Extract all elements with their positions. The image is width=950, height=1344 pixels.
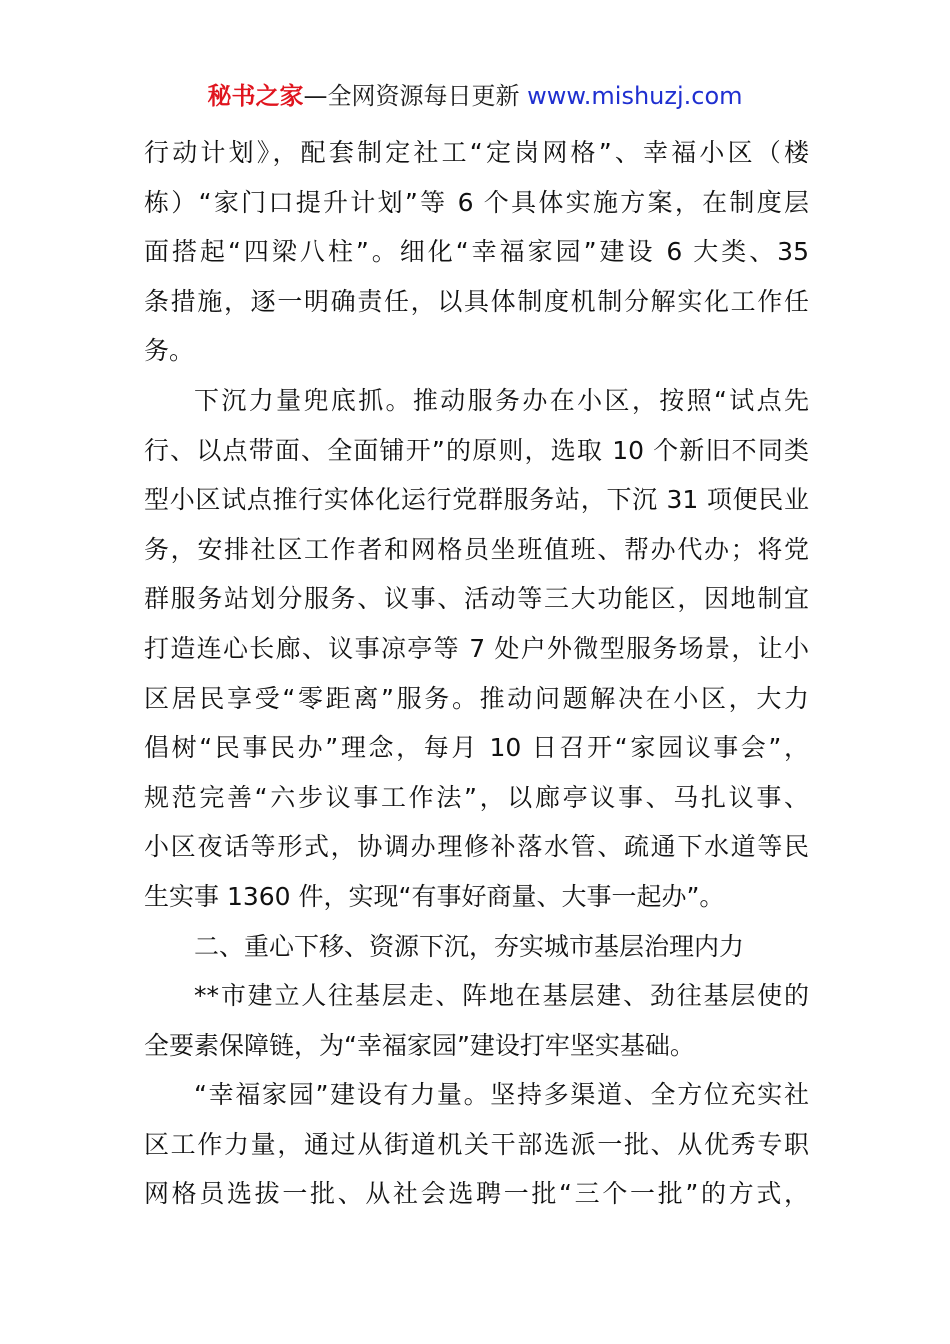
text-line: 行动计划》，配套制定社工“定岗网格”、幸福小区（楼 [144, 138, 809, 167]
text-line: “幸福家园”建设有力量。坚持多渠道、全方位充实社 [194, 1080, 809, 1110]
text-line: 下沉力量兜底抓。推动服务办在小区，按照“试点先 [194, 385, 809, 415]
text-line: 务，安排社区工作者和网格员坐班值班、帮办代办；将党 [144, 534, 809, 564]
text-line: 条措施，逐一明确责任，以具体制度机制分解实化工作任 [144, 286, 809, 316]
text-line: 区居民享受“零距离”服务。推动问题解决在小区，大力 [144, 683, 809, 713]
text-line: 生实事 1360 件，实现“有事好商量、大事一起办”。 [144, 881, 725, 911]
text-line: 二、重心下移、资源下沉，夯实城市基层治理内力 [194, 931, 745, 961]
text-line: 打造连心长廊、议事凉亭等 7 处户外微型服务场景，让小 [144, 633, 809, 663]
text-line: 小区夜话等形式，协调办理修补落水管、疏通下水道等民 [144, 832, 809, 862]
text-line: 栋）“家门口提升计划”等 6 个具体实施方案，在制度层 [144, 187, 809, 217]
text-line: 群服务站划分服务、议事、活动等三大功能区，因地制宜 [144, 584, 809, 614]
text-line: 倡树“民事民办”理念，每月 10 日召开“家园议事会”， [144, 733, 809, 763]
header-tagline: —全网资源每日更新 [303, 82, 520, 110]
page-header [0, 80, 950, 112]
text-line: 型小区试点推行实体化运行党群服务站，下沉 31 项便民业 [144, 485, 809, 515]
text-line: 面搭起“四梁八柱”。细化“幸福家园”建设 6 大类、35 [144, 237, 809, 267]
text-line: 务。 [144, 336, 195, 366]
text-line: 区工作力量，通过从街道机关干部选派一批、从优秀专职 [144, 1129, 809, 1159]
text-line: 网格员选拔一批、从社会选聘一批“三个一批”的方式， [144, 1179, 809, 1209]
text-line: 全要素保障链，为“幸福家园”建设打牢坚实基础。 [144, 1030, 695, 1060]
website-link[interactable]: www.mishuzj.com [519, 82, 743, 110]
text-line: 规范完善“六步议事工作法”，以廊亭议事、马扎议事、 [144, 782, 809, 812]
text-line: **市建立人往基层走、阵地在基层建、劲往基层使的 [194, 981, 809, 1011]
document-body [144, 128, 809, 1219]
text-line: 行、以点带面、全面铺开”的原则，选取 10 个新旧不同类 [144, 435, 809, 465]
brand-name: 秘书之家 [207, 82, 304, 110]
